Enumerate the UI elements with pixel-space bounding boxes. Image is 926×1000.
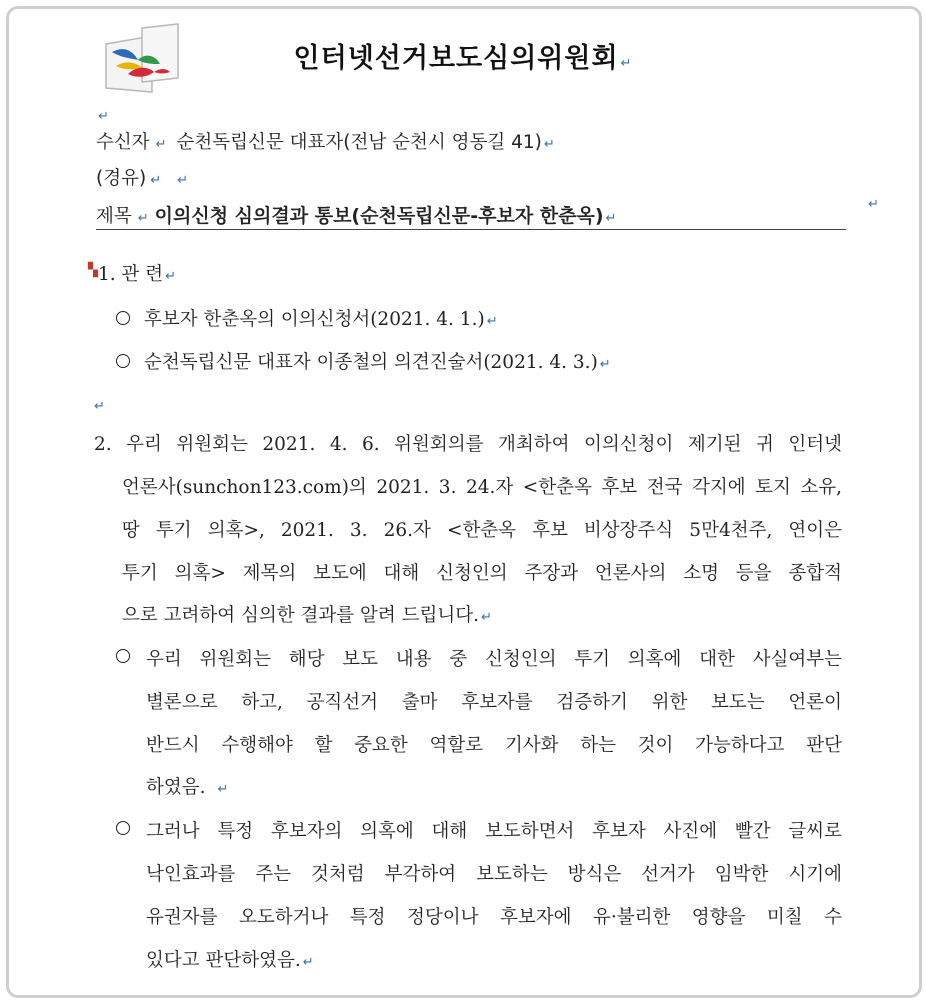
recipient-line: 수신자 ↵ 순천독립신문 대표자(전남 순천시 영동길 41) ↵ — [96, 132, 555, 153]
section2-line: 으로 고려하여 심의한 결과를 알려 드립니다. ↵ — [122, 605, 492, 626]
bullet-circle-icon — [116, 311, 130, 325]
bullet-circle-icon — [116, 821, 130, 835]
bullet-circle-icon — [116, 649, 130, 663]
subject-label: 제목 — [96, 206, 132, 227]
bullet1-line: 우리 위원회는 해당 보도 내용 중 신청인의 투기 의혹에 대한 사실여부는 — [146, 649, 842, 670]
bullet2-line: 유권자를 오도하거나 특정 정당이나 후보자에 유·불리한 영향을 미칠 수 — [146, 907, 842, 928]
subject-value: 이의신청 심의결과 통보(순천독립신문-후보자 한춘옥) — [154, 205, 604, 227]
section2-line: 언론사(sunchon123.com)의 2021. 3. 24.자 <한춘옥 후보 전국 각지에 토지 소유, — [122, 477, 842, 498]
recipient-value: 순천독립신문 대표자(전남 순천시 영동길 41) — [176, 132, 542, 153]
via-line: (경유) ↵ ↵ — [96, 168, 188, 189]
bullet2-line: 낙인효과를 주는 것처럼 부각하여 보도하는 방식은 선거가 임박한 시기에 — [146, 864, 842, 885]
list-item: 후보자 한춘옥의 이의신청서(2021. 4. 1.) ↵ — [116, 305, 498, 331]
recipient-label: 수신자 — [96, 132, 150, 153]
page-title: 인터넷선거보도심의위원회 ↵ — [293, 43, 633, 74]
via-label: (경유) — [96, 168, 147, 189]
header-divider — [96, 229, 846, 230]
subject-line: 제목 ↵ 이의신청 심의결과 통보(순천독립신문-후보자 한춘옥) ↵ — [96, 205, 617, 227]
section2-line: 땅 투기 의혹>, 2021. 3. 26.자 <한춘옥 후보 비상장주식 5만4천주, 연이은 — [122, 520, 842, 541]
list-item: 순천독립신문 대표자 이종철의 의견진술서(2021. 4. 3.) ↵ — [116, 348, 611, 374]
section1-heading: ▚1. 관 련 ↵ — [88, 263, 177, 285]
bullet-circle-icon — [116, 354, 130, 368]
section2-line: 2. 우리 위원회는 2021. 4. 6. 위원회의를 개최하여 이의신청이 제기된 귀 인터넷 — [94, 434, 842, 455]
section2-line: 투기 의혹> 제목의 보도에 대해 신청인의 주장과 언론사의 소명 등을 종합적 — [122, 563, 842, 584]
bullet2-line: 있다고 판단하였음. ↵ — [146, 950, 314, 971]
bullet1-line: 하였음. ↵ — [146, 777, 229, 798]
document-frame — [6, 6, 922, 998]
bullet2-line: 그러나 특정 후보자의 의혹에 대해 보도하면서 후보자 사진에 빨간 글씨로 — [146, 821, 842, 842]
bullet1-line: 별론으로 하고, 공직선거 출마 후보자를 검증하기 위한 보도는 언론이 — [146, 692, 842, 713]
bullet1-line: 반드시 수행해야 할 중요한 역할로 기사화 하는 것이 가능하다고 판단 — [146, 735, 842, 756]
